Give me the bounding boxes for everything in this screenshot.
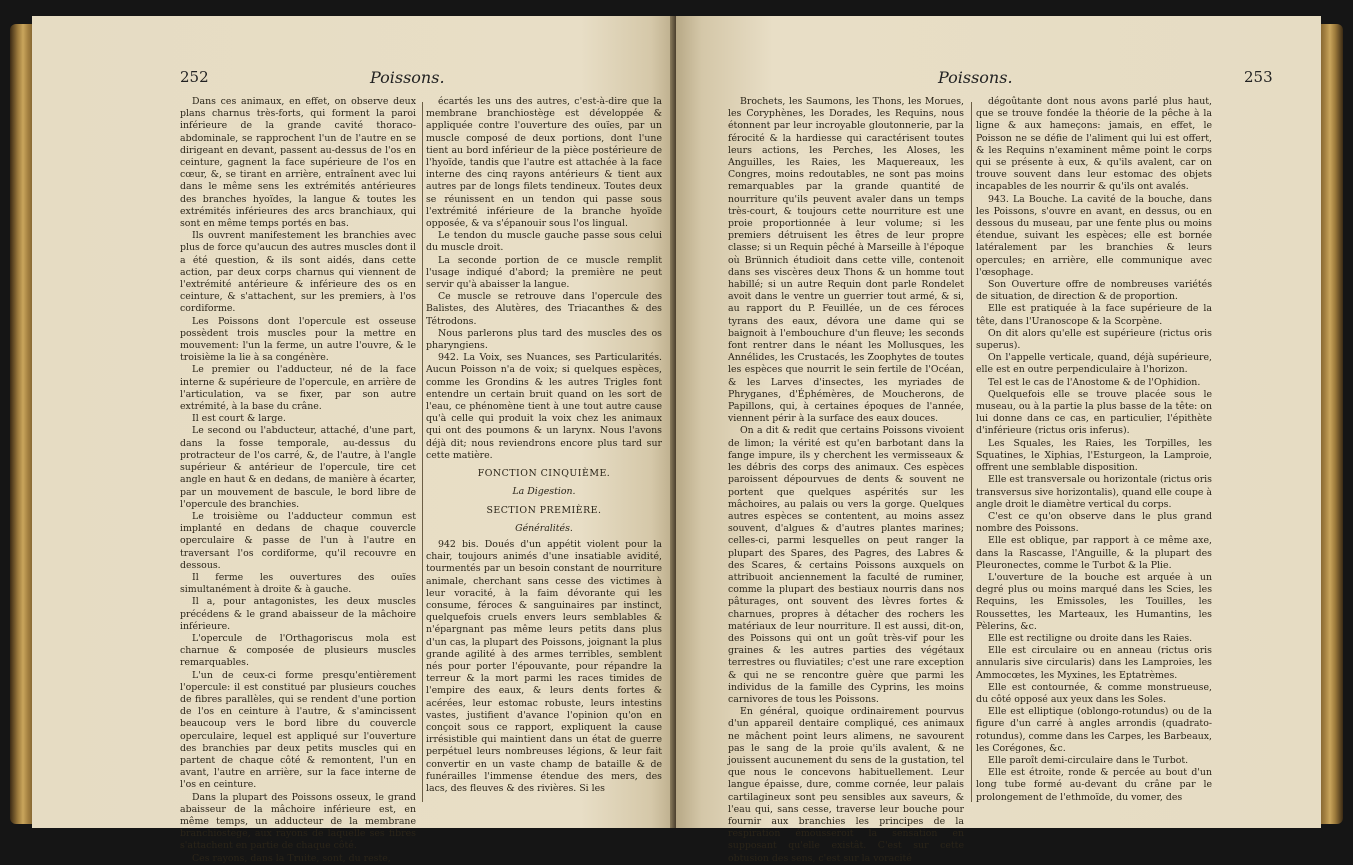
paragraph: FONCTION CINQUIÈME.: [477, 468, 611, 480]
paragraph: On l'appelle verticale, quand, déjà supérieure, elle est en outre perpendiculaire à l'horizon.: [976, 352, 1212, 376]
paragraph: SECTION PREMIÈRE.: [486, 504, 602, 516]
right-column-1: [728, 96, 964, 864]
paragraph: Tel est le cas de l'Anostome & de l'Ophidion.: [988, 376, 1201, 388]
paragraph: Son Ouverture offre de nombreuses variétés de situation, de direction & de proportion.: [976, 279, 1212, 303]
paragraph: Elle est circulaire ou en anneau (rictus oris annularis sive circularis) dans les Lamproies, les Ammocœtes, les Myxines, les Eptatrèmes.: [976, 645, 1212, 681]
paragraph: Ce muscle se retrouve dans l'opercule des Balistes, des Alutères, des Triacanthes & des Tétrodons.: [426, 291, 662, 327]
paragraph: L'ouverture de la bouche est arquée à un degré plus ou moins marqué dans les Scies, les Requins, les Emissoles, les Touilles, les Roussettes, les Marteaux, les Humantins, les Pèlerins, &c.: [976, 571, 1212, 632]
paragraph: Quelquefois elle se trouve placée sous le museau, ou à la partie la plus basse de la tête: on lui donne dans ce cas, en particulier, l'épithète d'inférieure (rictus oris inferus).: [976, 388, 1212, 437]
paragraph: L'un de ceux-ci forme presqu'entièrement l'opercule: il est constitué par plusieurs couches de fibres parallèles, qui se rendent d'une portion de l'os en ceinture à l'autre, & s'amincissent beaucoup vers le bord libre du couvercle operculaire, lequel est appliqué sur l'ouverture des branchies par deux petits muscles qui en partent de chaque côté & remontent, l'un en avant, l'autre en arrière, sur la face interne de l'os en ceinture.: [180, 669, 416, 791]
paragraph: Les Poissons dont l'opercule est osseuse possèdent trois muscles pour la mettre en mouvement: l'un la ferme, un autre l'ouvre, & le troisième la lie à sa congénère.: [180, 315, 416, 364]
paragraph: Le tendon du muscle gauche passe sous celui du muscle droit.: [426, 230, 662, 254]
paragraph: En général, quoique ordinairement pourvus d'un appareil dentaire compliqué, ces animaux ne mâchent point leurs alimens, ne savourent pas le sang de la proie qu'ils avalent, & ne jouissent aucunement du sens de la gustation, tel que nous le concevons habituellement. Leur langue épaisse, dure, comme cornée, leur palais cartilagineux sont peu sensibles aux saveurs, & l'eau qui, sans cesse, traverse leur bouche pour fournir aux branchies les principes de la respiration émousseroit la sensation en supposant qu'elle existât. C'est sur cette obtusion des sens, c'est sur la voracité: [728, 706, 964, 864]
paragraph: écartés les uns des autres, c'est-à-dire que la membrane branchiostège est développée & appliquée contre l'ouverture des ouïes, par un muscle composé de deux portions, dont l'une tient au bord inférieur de la pièce postérieure de l'hyoïde, tandis que l'autre est attachée à la face interne des cinq rayons antérieurs & tient aux autres par de longs filets tendineux. Toutes deux se réunissent en un tendon qui passe sous l'extrémité inférieure de la branche hyoïde opposée, & va s'épanouir sous l'os lingual.: [426, 96, 662, 230]
running-title: Poissons.: [938, 68, 1013, 87]
right-page: [676, 16, 1321, 864]
paragraph: Brochets, les Saumons, les Thons, les Morues, les Coryphènes, les Dorades, les Requins, nous étonnent par leur incroyable gloutonnerie, par la férocité & la hardiesse qui caractérisent toutes leurs actions, les Perches, les Aloses, les Anguilles, les Raies, les Maquereaux, les Congres, moins redoutables, ne sont pas moins remarquables par la grande quantité de nourriture qu'ils peuvent avaler dans un temps très-court, & toujours cette nourriture est une proie proportionnée à leur volume; si les premiers détruisent les êtres de leur propre classe; si un Requin pêché à Marseille à l'époque où Brünnich étudioit dans cette ville, contenoit dans ses viscères deux Thons & un homme tout habillé; si un autre Requin dont parle Rondelet avoit dans le ventre un guerrier tout armé, & si, au rapport du P. Feuillée, un de ces féroces tyrans des eaux, dévora une dame qui se baignoit à l'embouchure d'un fleuve; les seconds font rentrer dans le néant les Mollusques, les Annélides, les Crustacés, les Zoophytes de toutes les espèces que nourrit le sein fertile de l'Océan, & les Larves d'insectes, les myriades de Phryganes, d'Éphémères, de Moucherons, de Papillons, qui, à certaines époques de l'année, viennent périr à la surface des eaux douces.: [728, 96, 964, 425]
open-book: [10, 6, 1343, 864]
right-column-2: [976, 96, 1212, 821]
paragraph: Le troisième ou l'adducteur commun est implanté en dedans de chaque couvercle operculaire & passe de l'un à l'autre en traversant l'os cordiforme, qu'il recouvre en dessous.: [180, 510, 416, 571]
paragraph: La Digestion.: [512, 486, 576, 498]
paragraph: Ces rayons, dans la Truite, sont, du reste,: [192, 852, 391, 864]
paragraph: Les Squales, les Raies, les Torpilles, les Squatines, le Xiphias, l'Esturgeon, la Lamproie, offrent une semblable disposition.: [976, 437, 1212, 474]
left-page-header: [32, 68, 677, 92]
page-number: 252: [180, 68, 209, 86]
right-page-header: [676, 68, 1321, 92]
paragraph: On a dit & redit que certains Poissons vivoient de limon; la vérité est qu'en barbotant dans la fange impure, ils y cherchent les vermisseaux & les débris des corps des animaux. Ces espèces paroissent dépourvues de dents & souvent ne portent que quelques aspérités sur les mâchoires, au palais ou vers la gorge. Quelques autres espèces se contentent, au moins assez souvent, d'algues & d'autres plantes marines; celles-ci, parmi lesquelles on peut ranger la plupart des Spares, des Pagres, des Labres & des Scares, & certains Poissons auxquels on attribuoit anciennement la faculté de ruminer, comme la plupart des bestiaux nourris dans nos pâturages, ont souvent des lèvres fortes & charnues, propres à détacher des rochers les matériaux de leur nourriture. Il est aussi, dit-on, des Poissons qui ont un goût très-vif pour les graines & les autres parties des végétaux terrestres ou fluviatiles; c'est une rare exception & qui ne se rencontre guère que parmi les individus de la famille des Cyprins, les moins carnivores de tous les Poissons.: [728, 425, 964, 705]
paragraph: La seconde portion de ce muscle remplit l'usage indiqué d'abord; la première ne peut servir qu'à abaisser la langue.: [426, 254, 662, 291]
paragraph: Ils ouvrent manifestement les branchies avec plus de force qu'aucun des autres muscles dont il a été question, & ils sont aidés, dans cette action, par deux corps charnus qui viennent de l'extrémité antérieure & inférieure des os en ceinture, & s'attachent, sur les premiers, à l'os cordiforme.: [180, 230, 416, 315]
paragraph: Elle est oblique, par rapport à ce même axe, dans la Rascasse, l'Anguille, & la plupart des Pleuronectes, comme le Turbot & la Plie.: [976, 535, 1212, 571]
left-column-1: [180, 96, 416, 864]
paragraph: Il a, pour antagonistes, les deux muscles précédens & le grand abaisseur de la mâchoire inférieure.: [180, 596, 416, 632]
paragraph: Elle est pratiquée à la face supérieure de la tête, dans l'Uranoscope & la Scorpène.: [976, 303, 1212, 327]
paragraph: Elle est rectiligne ou droite dans les Raies.: [988, 632, 1193, 644]
paragraph: Elle est contournée, & comme monstrueuse, du côté opposé aux yeux dans les Soles.: [976, 681, 1212, 705]
paragraph: C'est ce qu'on observe dans le plus grand nombre des Poissons.: [976, 510, 1212, 535]
paragraph: Il ferme les ouvertures des ouïes simultanément à droite & à gauche.: [180, 571, 416, 596]
paragraph: 943. La Bouche. La cavité de la bouche, dans les Poissons, s'ouvre en avant, en dessus, ou en dessous du museau, par une fente plus ou moins étendue, suivant les espèces; elle est bornée latéralement par les branchies & leurs opercules; en arrière, elle communique avec l'œsophage.: [976, 193, 1212, 278]
paragraph: Le premier ou l'adducteur, né de la face interne & supérieure de l'opercule, en arrière de l'articulation, va se fixer, par son autre extrémité, à la base du crâne.: [180, 364, 416, 413]
running-title: Poissons.: [370, 68, 445, 87]
paragraph: Généralités.: [515, 522, 573, 534]
paragraph: Elle paroît demi-circulaire dans le Turbot.: [988, 754, 1189, 766]
paragraph: On dit alors qu'elle est supérieure (rictus oris superus).: [976, 327, 1212, 352]
paragraph: Nous parlerons plus tard des muscles des os pharyngiens.: [426, 327, 662, 352]
paragraph: Elle est elliptique (oblongo-rotundus) ou de la figure d'un carré à angles arrondis (quadrato-rotundus), comme dans les Carpes, les Barbeaux, les Corégones, &c.: [976, 706, 1212, 754]
paragraph: Elle est transversale ou horizontale (rictus oris transversus sive horizontalis), quand elle coupe à angle droit le diamètre vertical du corps.: [976, 474, 1212, 510]
paragraph: dégoûtante dont nous avons parlé plus haut, que se trouve fondée la théorie de la pêche à la ligne & aux hameçons: jamais, en effet, le Poisson ne se défie de l'aliment qui lui est offert, & les Requins n'examinent même point le corps qui se présente à eux, & qu'ils avalent, car on trouve souvent dans leur estomac des objets incapables de les nourrir & qu'ils ont avalés.: [976, 96, 1212, 193]
column-rule: [422, 102, 423, 802]
paragraph: Dans la plupart des Poissons osseux, le grand abaisseur de la mâchoire inférieure est, en même temps, un adducteur de la membrane branchiostège, aux rayons de laquelle ses fibres s'attachent en partie de chaque côté.: [180, 791, 416, 852]
left-column-2: [426, 96, 662, 821]
column-rule: [971, 102, 972, 802]
paragraph: 942. La Voix, ses Nuances, ses Particularités. Aucun Poisson n'a de voix; si quelques espèces, comme les Grondins & les autres Trigles font entendre un certain bruit quand on les sort de l'eau, ce phénomène tient à une tout autre cause qu'à celle qui produit la voix chez les animaux qui ont des poumons & un larynx. Nous l'avons déjà dit; nous reviendrons encore plus tard sur cette matière.: [426, 352, 662, 461]
paragraph: Dans ces animaux, en effet, on observe deux plans charnus très-forts, qui forment la paroi inférieure de la grande cavité thoraco-abdominale, se rapprochent l'un de l'autre en se dirigeant en devant, passent au-dessus de l'os en ceinture, gagnent la face supérieure de l'os en cœur, &, se tirant en arrière, entraînent avec lui dans le même sens les extrémités antérieures des branches hyoïdes, la langue & toutes les extrémités inférieures des arcs branchiaux, qui sont en même temps portés en bas.: [180, 96, 416, 230]
left-page: [32, 16, 677, 864]
paragraph: Il est court & large.: [192, 413, 286, 425]
paragraph: Le second ou l'abducteur, attaché, d'une part, dans la fosse temporale, au-dessus du protracteur de l'os carré, &, de l'autre, à l'angle supérieur & antérieur de l'opercule, tire cet angle en haut & en dedans, de manière à écarter, par un mouvement de bascule, le bord libre de l'opercule des branchies.: [180, 425, 416, 510]
paragraph: 942 bis. Doués d'un appétit violent pour la chair, toujours animés d'une insatiable avidité, tourmentés par un besoin constant de nourriture animale, cherchant sans cesse des victimes à leur voracité, à la faim dévorante qui les consume, féroces & sanguinaires par instinct, quelquefois cruels envers leurs semblables & n'épargnant pas même leurs petits dans plus d'un cas, la plupart des Poissons, joignant la plus grande agilité à des armes terribles, semblent nés pour porter l'épouvante, pour répandre la terreur & la mort parmi les races timides de l'empire des eaux, & leurs dents fortes & acérées, leur estomac robuste, leurs intestins vastes, justifient d'avance l'opinion qu'on en conçoit sous ce rapport, expliquent la cause irrésistible qui maintient dans un état de guerre perpétuel leurs nombreuses légions, & leur fait convertir en un vaste champ de bataille & de funérailles l'immense étendue des mers, des lacs, des fleuves & des rivières. Si les: [426, 538, 662, 794]
paragraph: Elle est étroite, ronde & percée au bout d'un long tube formé au-devant du crâne par le prolongement de l'ethmoïde, du vomer, des: [976, 767, 1212, 803]
paragraph: L'opercule de l'Orthagoriscus mola est charnue & composée de plusieurs muscles remarquables.: [180, 632, 416, 669]
page-number: 253: [1244, 68, 1273, 86]
